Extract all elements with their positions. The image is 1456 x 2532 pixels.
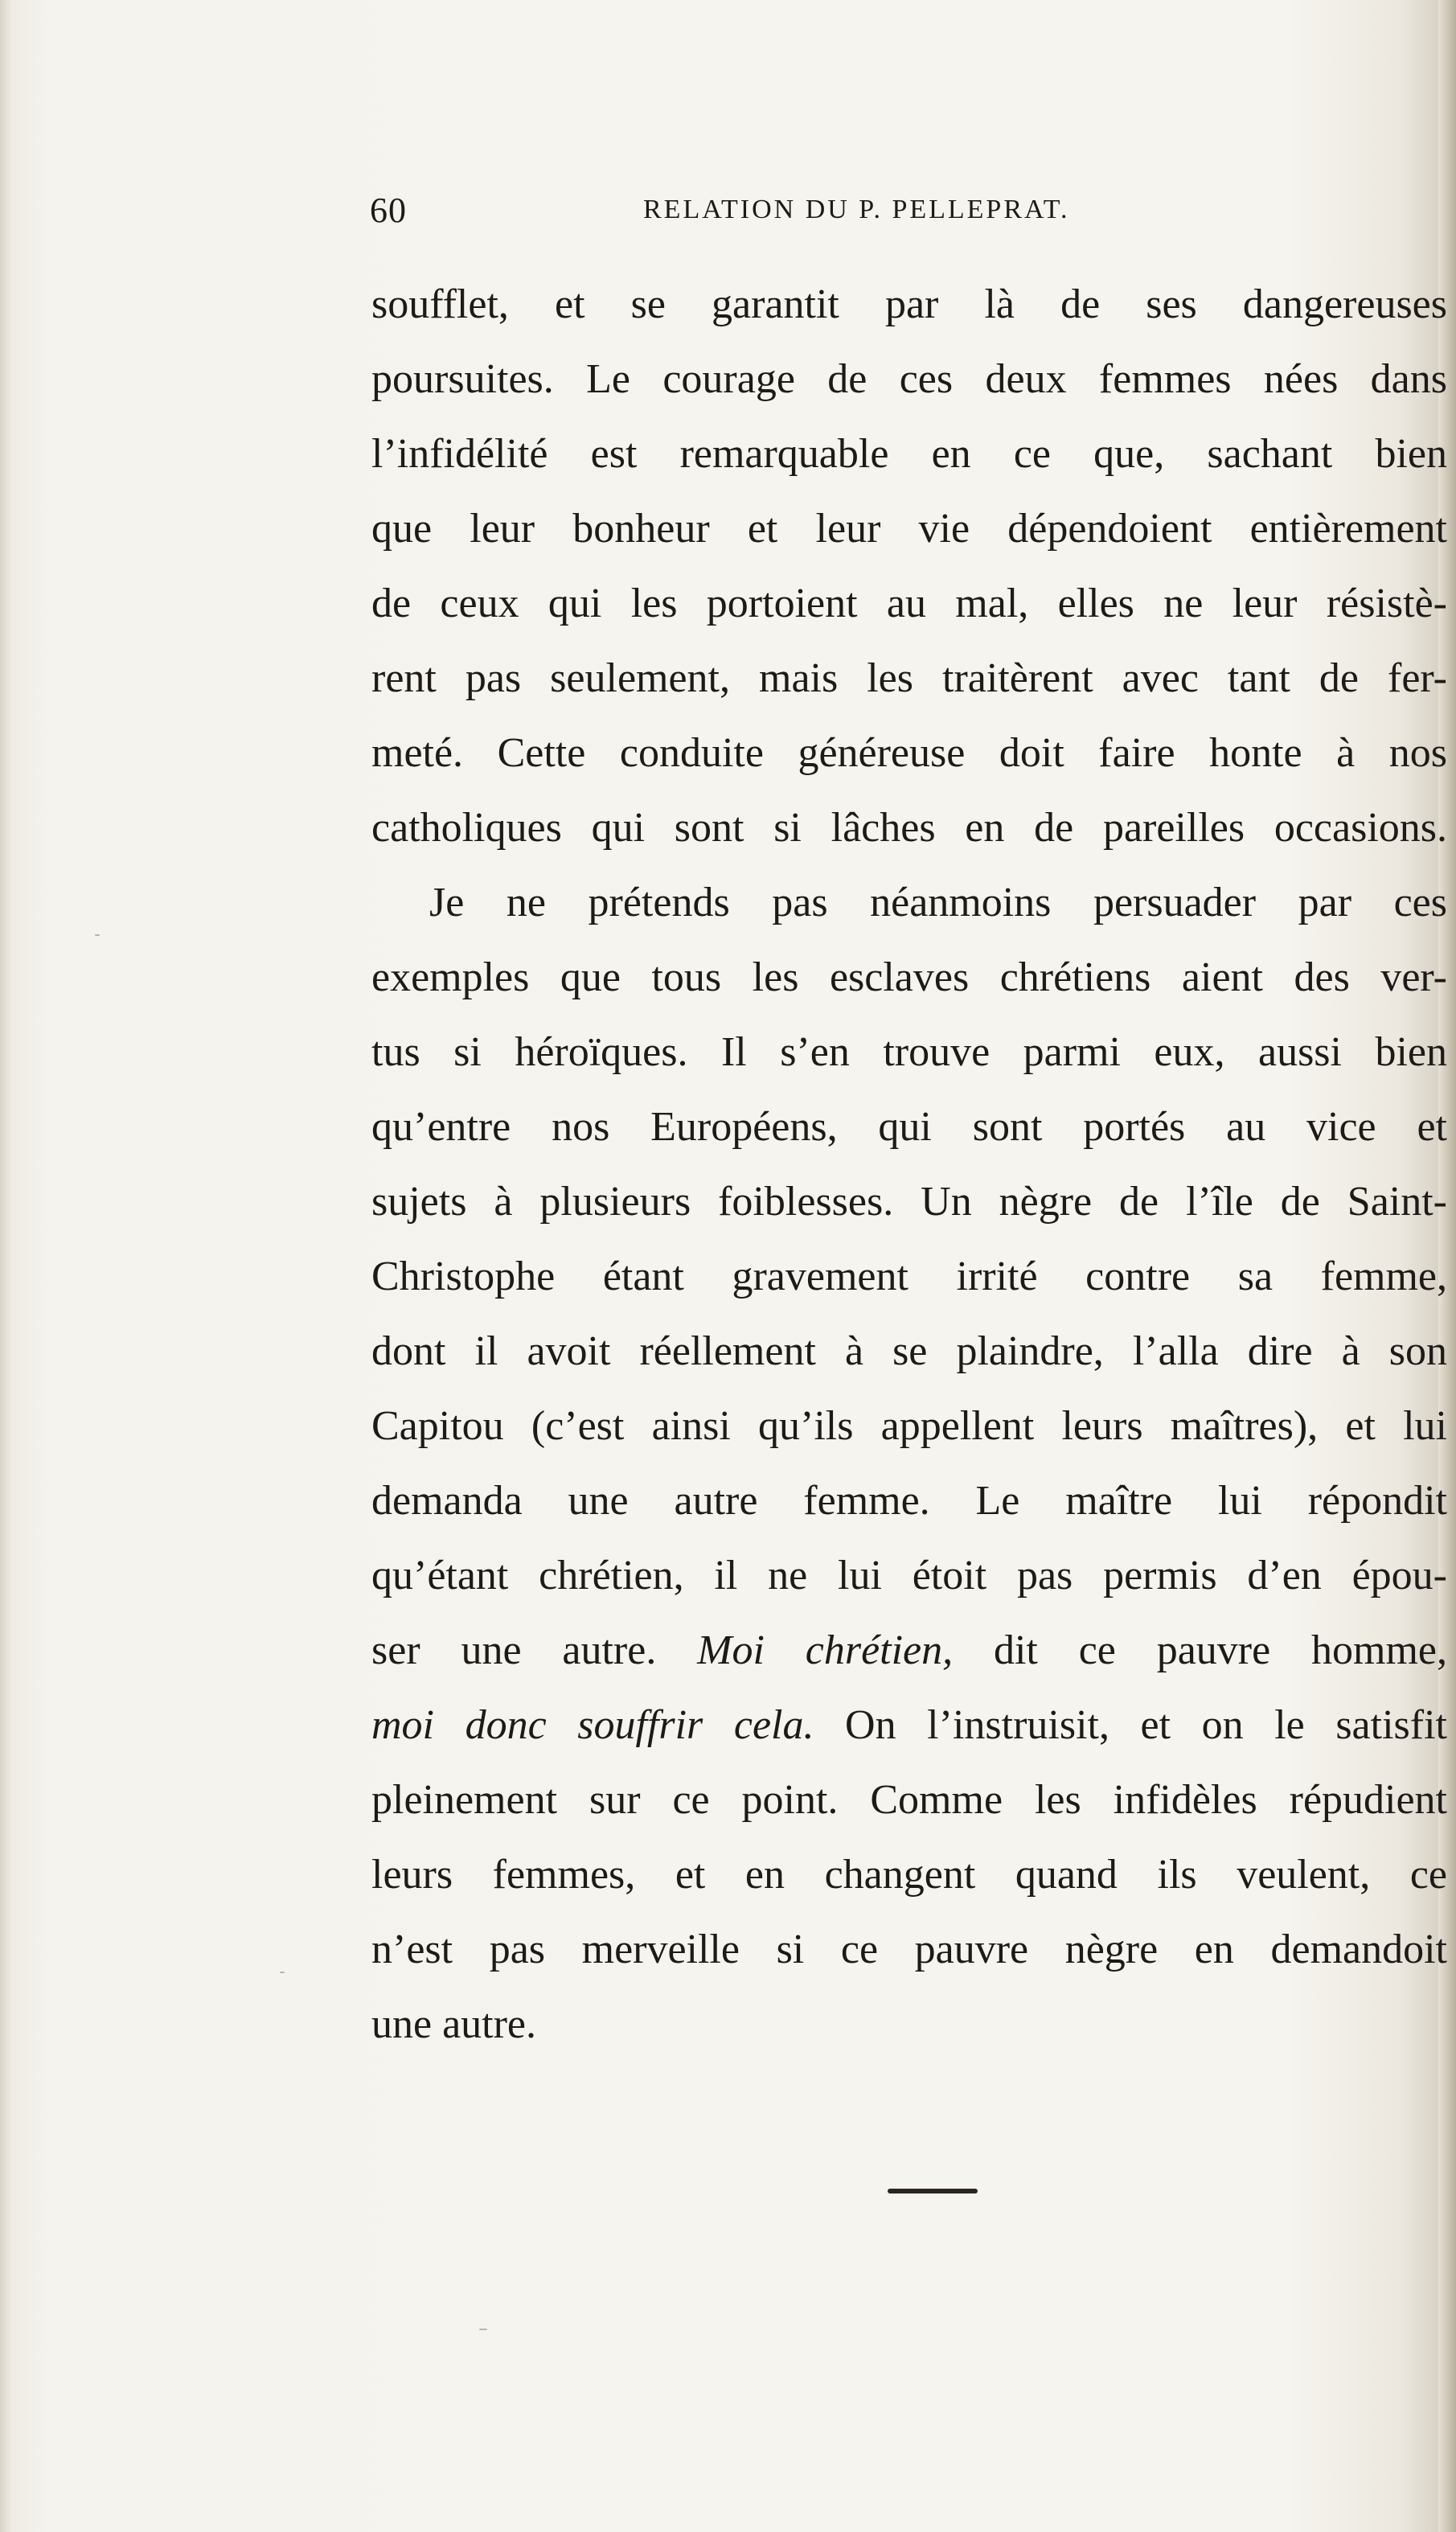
running-title: RELATION DU P. PELLEPRAT. <box>643 195 1070 224</box>
text-line: qu’étant chrétien, il ne lui étoit pas permis d’en épou- <box>371 1553 1447 1598</box>
text-line: n’est pas merveille si ce pauvre nègre en demandoit <box>371 1927 1447 1972</box>
text-line-final: une autre. <box>371 2001 537 2047</box>
text-line: catholiques qui sont si lâches en de pareilles occasions. <box>371 805 1447 851</box>
text-run: ser une autre. <box>371 1627 698 1673</box>
text-line: qu’entre nos Européens, qui sont portés au vice et <box>371 1104 1447 1150</box>
text-line: demanda une autre femme. Le maître lui répondit <box>371 1478 1447 1524</box>
text-line: tus si héroïques. Il s’en trouve parmi eux, aussi bien <box>371 1029 1447 1075</box>
text-line: poursuites. Le courage de ces deux femmes nées dans <box>371 356 1447 402</box>
italic-quote: Moi chrétien, <box>697 1627 954 1673</box>
text-line: de ceux qui les portoient au mal, elles ne leur résistè- <box>371 581 1447 626</box>
tail-rule-ornament <box>888 2189 978 2193</box>
text-line: exemples que tous les esclaves chrétiens aient des ver- <box>371 954 1447 1000</box>
text-line: dont il avoit réellement à se plaindre, l’alla dire à son <box>371 1328 1447 1374</box>
text-line: l’infidélité est remarquable en ce que, sachant bien <box>371 431 1447 477</box>
text-line: leurs femmes, et en changent quand ils veulent, ce <box>371 1852 1447 1898</box>
page-number: 60 <box>370 191 407 230</box>
text-line: soufflet, et se garantit par là de ses dangereuses <box>371 281 1447 327</box>
paper-speck <box>95 934 100 936</box>
paper-speck <box>280 1972 285 1973</box>
text-run: dit ce pauvre homme, <box>953 1627 1447 1673</box>
italic-quote: moi donc souffrir cela. <box>371 1702 814 1748</box>
paper-speck <box>479 2329 487 2330</box>
text-line: rent pas seulement, mais les traitèrent avec tant de fer- <box>371 655 1447 701</box>
text-line: Christophe étant gravement irrité contre sa femme, <box>371 1254 1447 1299</box>
text-line-with-italic <box>371 1613 1447 1688</box>
text-line: que leur bonheur et leur vie dépendoient entièrement <box>371 506 1447 552</box>
text-line: sujets à plusieurs foiblesses. Un nègre de l’île de Saint- <box>371 1179 1447 1225</box>
text-line-indented: Je ne prétends pas néanmoins persuader par ces <box>429 880 1447 925</box>
page-left-edge <box>0 0 11 2532</box>
text-line: Capitou (c’est ainsi qu’ils appellent leurs maîtres), et lui <box>371 1403 1447 1449</box>
text-line-with-italic <box>371 1688 1447 1763</box>
running-head <box>370 190 1415 246</box>
body-text <box>371 267 1447 2062</box>
text-line: meté. Cette conduite généreuse doit faire honte à nos <box>371 730 1447 776</box>
text-run: On l’instruisit, et on le satisfit <box>814 1702 1447 1748</box>
text-line: pleinement sur ce point. Comme les infidèles répudient <box>371 1777 1447 1823</box>
